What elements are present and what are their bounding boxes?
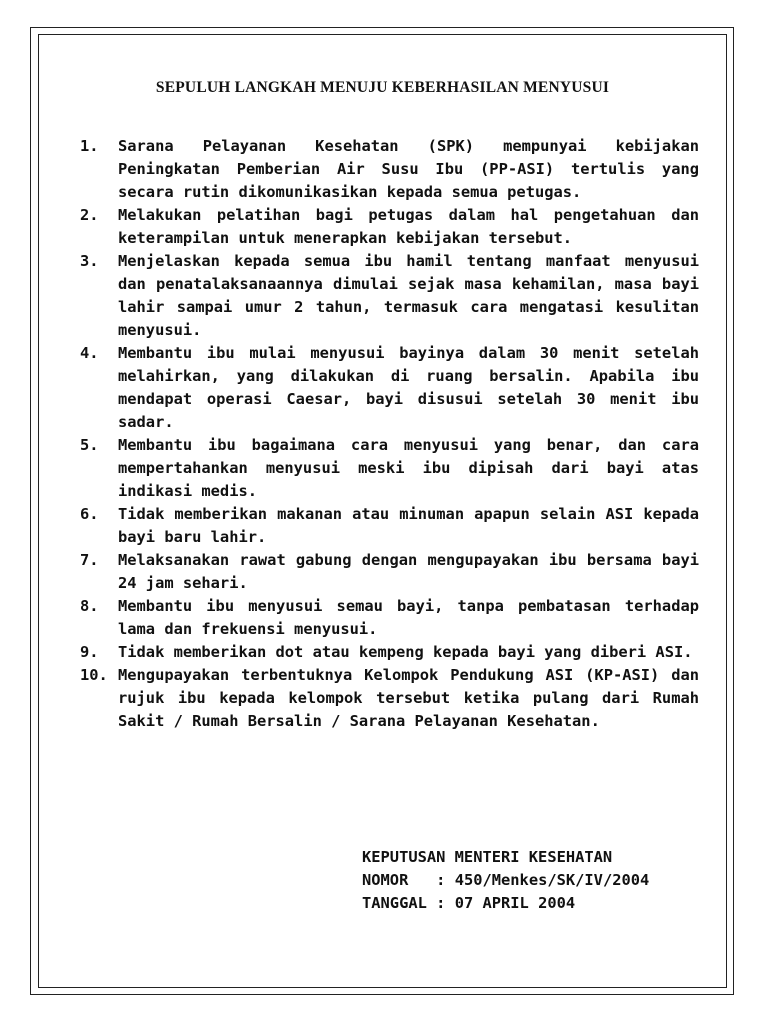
step-number: 5. — [80, 436, 99, 454]
step-number: 4. — [80, 344, 99, 362]
step-number: 3. — [80, 252, 99, 270]
step-number: 10. — [80, 666, 108, 684]
decree-footer — [362, 846, 649, 915]
step-item — [80, 434, 699, 503]
step-number: 1. — [80, 137, 99, 155]
step-text: Mengupayakan terbentuknya Kelompok Pendukung ASI (KP-ASI) dan rujuk ibu kepada kelompok tersebut ketika pulang dari Rumah Sakit / Rumah Bersalin / Sarana Pelayanan Kesehatan. — [118, 666, 699, 730]
step-text: Sarana Pelayanan Kesehatan (SPK) mempunyai kebijakan Peningkatan Pemberian Air Susu Ibu (PP-ASI) tertulis yang secara rutin dikomunikasikan kepada semua petugas. — [118, 137, 699, 201]
step-item — [80, 641, 699, 664]
step-text: Membantu ibu mulai menyusui bayinya dalam 30 menit setelah melahirkan, yang dilakukan di ruang bersalin. Apabila ibu mendapat operasi Caesar, bayi disusui setelah 30 menit ibu sadar. — [118, 344, 699, 431]
step-number: 9. — [80, 643, 99, 661]
step-number: 6. — [80, 505, 99, 523]
step-number: 8. — [80, 597, 99, 615]
step-number: 2. — [80, 206, 99, 224]
step-item — [80, 595, 699, 641]
decree-date-row — [362, 892, 649, 915]
step-text: Membantu ibu bagaimana cara menyusui yang benar, dan cara mempertahankan menyusui meski ibu dipisah dari bayi atas indikasi medis. — [118, 436, 699, 500]
step-item — [80, 135, 699, 204]
step-text: Melakukan pelatihan bagi petugas dalam hal pengetahuan dan keterampilan untuk menerapkan kebijakan tersebut. — [118, 206, 699, 247]
step-text: Membantu ibu menyusui semau bayi, tanpa pembatasan terhadap lama dan frekuensi menyusui. — [118, 597, 699, 638]
step-item — [80, 503, 699, 549]
step-item — [80, 549, 699, 595]
step-text: Tidak memberikan makanan atau minuman apapun selain ASI kepada bayi baru lahir. — [118, 505, 699, 546]
decree-date-value: : 07 APRIL 2004 — [436, 894, 576, 912]
step-text: Menjelaskan kepada semua ibu hamil tentang manfaat menyusui dan penatalaksanaannya dimulai sejak masa kehamilan, masa bayi lahir sampai umur 2 tahun, termasuk cara mengatasi kesulitan menyusui. — [118, 252, 699, 339]
decree-number-value: : 450/Menkes/SK/IV/2004 — [436, 871, 650, 889]
step-item — [80, 250, 699, 342]
decree-date-label: TANGGAL — [362, 894, 427, 912]
step-text: Tidak memberikan dot atau kempeng kepada bayi yang diberi ASI. — [118, 643, 693, 661]
step-number: 7. — [80, 551, 99, 569]
steps-list — [80, 135, 699, 733]
step-item — [80, 664, 699, 733]
decree-number-row — [362, 869, 649, 892]
document-title: SEPULUH LANGKAH MENUJU KEBERHASILAN MENYUSUI — [155, 79, 610, 96]
step-item — [80, 204, 699, 250]
step-text: Melaksanakan rawat gabung dengan mengupayakan ibu bersama bayi 24 jam sehari. — [118, 551, 699, 592]
decree-number-label: NOMOR — [362, 871, 409, 889]
decree-title: KEPUTUSAN MENTERI KESEHATAN — [362, 848, 613, 866]
step-item — [80, 342, 699, 434]
